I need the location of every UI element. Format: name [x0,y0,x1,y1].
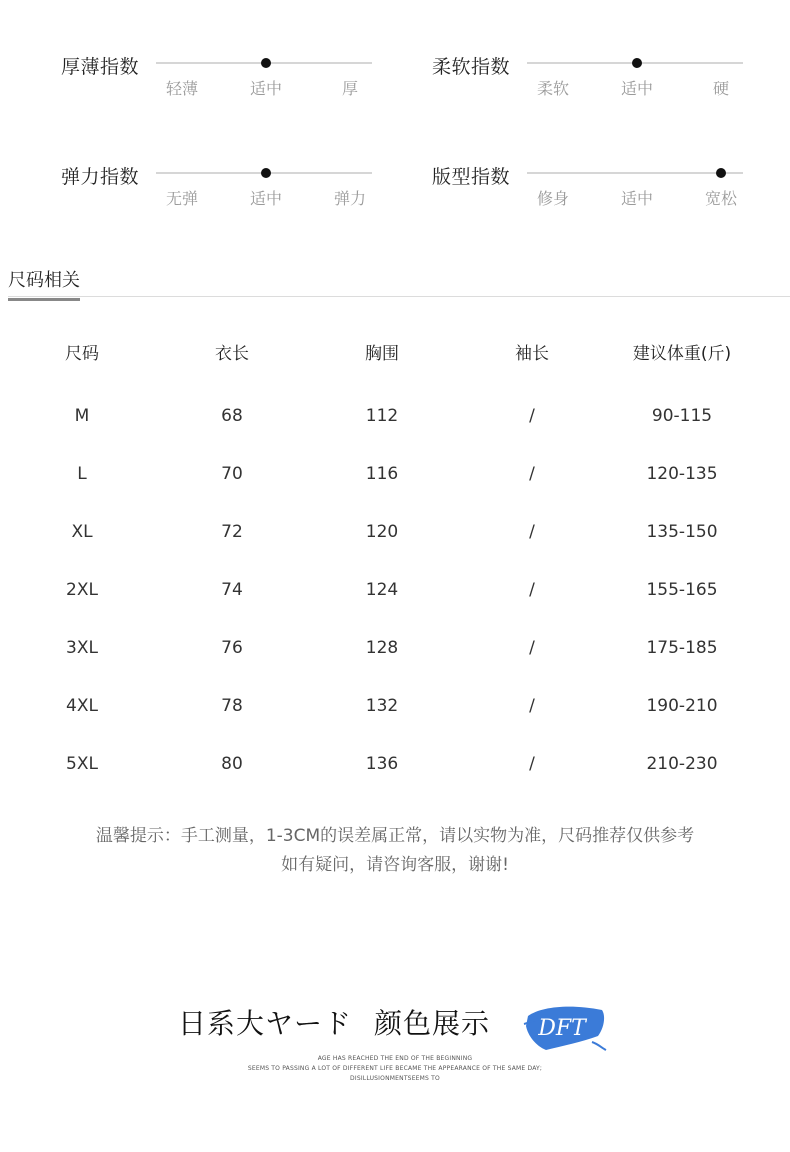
index-label: 柔软指数 [432,56,511,78]
index-tick: 适中 [249,79,283,98]
table-row [7,506,757,564]
cell-length: 72 [221,522,243,542]
header-sleeve: 袖长 [515,344,549,364]
cell-sleeve: / [529,696,535,716]
header-chest: 胸围 [365,344,399,364]
cell-size: 4XL [66,696,98,716]
cell-weight: 175-185 [646,638,718,658]
index-tick: 弹力 [333,189,367,208]
cell-sleeve: / [529,406,535,426]
index-softness [432,52,762,122]
index-track [156,62,372,64]
notice-line-2: 如有疑问，请咨询客服，谢谢! [281,855,509,875]
index-tick: 无弹 [165,189,199,208]
table-row [7,448,757,506]
index-tick: 适中 [249,189,283,208]
slogan-line: DISILLUSIONMENTSEEMS TO [350,1075,440,1082]
cell-size: 2XL [66,580,98,600]
cell-chest: 132 [365,696,399,716]
index-track [527,62,743,64]
index-track [527,172,743,174]
index-tick: 宽松 [704,189,738,208]
table-row [7,622,757,680]
table-row [7,738,757,796]
index-thickness [61,52,391,122]
cell-length: 78 [221,696,243,716]
slogan-line: AGE HAS REACHED THE END OF THE BEGINNING [317,1055,473,1062]
index-tick: 厚 [341,79,359,98]
cell-weight: 120-135 [646,464,718,484]
cell-chest: 120 [365,522,399,542]
index-tick: 硬 [712,79,730,98]
index-tick: 适中 [620,189,654,208]
cell-length: 80 [221,754,243,774]
section-title: 尺码相关 [8,266,80,301]
cell-size: L [77,464,87,484]
header-size: 尺码 [65,344,99,364]
header-length: 衣长 [215,344,249,364]
cell-length: 70 [221,464,243,484]
index-label: 版型指数 [432,166,511,188]
index-label: 厚薄指数 [61,56,140,78]
section-divider [8,296,790,297]
cell-sleeve: / [529,464,535,484]
cell-size: M [74,406,90,426]
index-tick: 柔软 [536,79,570,98]
index-tick: 轻薄 [165,79,199,98]
cell-sleeve: / [529,638,535,658]
cell-sleeve: / [529,580,535,600]
brand-logo [522,1002,608,1054]
table-row [7,564,757,622]
cell-size: 3XL [66,638,98,658]
cell-chest: 128 [365,638,399,658]
title-part-1: 日系大ヤード [178,1007,353,1040]
notice-line-1: 温馨提示：手工测量，1-3CM的误差属正常，请以实物为准，尺码推荐仅供参考 [95,826,695,846]
index-marker [261,58,271,68]
cell-length: 76 [221,638,243,658]
cell-chest: 112 [365,406,399,426]
cell-weight: 210-230 [646,754,718,774]
cell-sleeve: / [529,522,535,542]
cell-length: 68 [221,406,243,426]
cell-chest: 116 [365,464,399,484]
size-table [7,328,757,796]
index-tick: 修身 [536,189,570,208]
cell-size: XL [71,522,93,542]
index-marker [632,58,642,68]
table-header-row [7,328,757,390]
cell-weight: 155-165 [646,580,718,600]
cell-size: 5XL [66,754,98,774]
index-marker [261,168,271,178]
cell-weight: 190-210 [646,696,718,716]
index-label: 弹力指数 [61,166,140,188]
cell-sleeve: / [529,754,535,774]
cell-chest: 136 [365,754,399,774]
header-weight: 建议体重(斤) [632,344,732,364]
title-part-2: 颜色展示 [374,1007,491,1040]
table-row [7,680,757,738]
index-fit [432,162,762,232]
notice [0,822,790,880]
slogan-line: SEEMS TO PASSING A LOT OF DIFFERENT LIFE BECAME THE APPEARANCE OF THE SAME DAY; [247,1065,543,1072]
cell-length: 74 [221,580,243,600]
index-elasticity [61,162,391,232]
slogan-text [0,1054,790,1084]
logo-text: DFT [538,1016,586,1041]
cell-chest: 124 [365,580,399,600]
index-marker [716,168,726,178]
cell-weight: 90-115 [651,406,713,426]
cell-weight: 135-150 [646,522,718,542]
index-track [156,172,372,174]
table-row [7,390,757,448]
color-display-title [178,1002,490,1042]
index-tick: 适中 [620,79,654,98]
